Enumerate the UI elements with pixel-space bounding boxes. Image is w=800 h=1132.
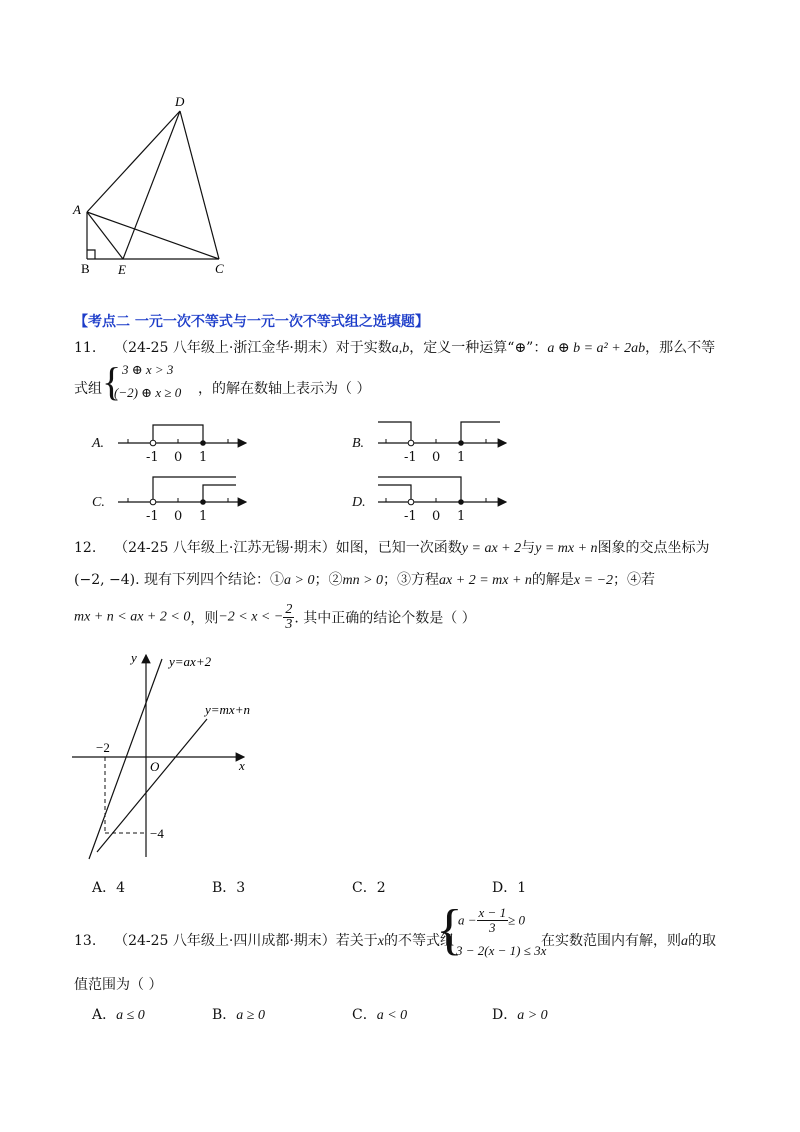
brace-icon: { [102,359,122,404]
q12-point: (−2, −4) [74,572,136,588]
q12-number: 12. [74,540,97,556]
q11-vars: a,b [391,341,410,356]
tick-label: -1 [404,450,417,465]
q12-text: 图象的交点坐标为 [597,540,710,556]
q12-text: . 其中正确的结论个数是（ ） [294,610,476,627]
option-b-label[interactable]: B. [352,436,365,451]
q12-c4a: −2 < x < − [218,609,284,625]
q13-option-a[interactable]: A．a ≤ 0 [92,1007,145,1023]
tick-label: -1 [146,450,159,465]
point-label-a: A [73,202,81,217]
q12-c2: mn > 0 [342,573,384,588]
tick-label: 1 [457,509,466,524]
q13-text: 的取 [688,933,716,949]
q12-c1: a > 0 [284,573,315,588]
tick-label-x: −2 [96,740,110,755]
point-label-d: D [175,94,185,109]
q11-source: （24-25 八年级上·浙江金华·期末） [114,340,336,356]
option-d-label[interactable]: D. [352,495,366,510]
q12-option-b[interactable]: B．3 [212,880,246,896]
tick-label: 0 [432,509,441,524]
q13-var2: a [681,934,688,949]
q11-text: ，定义一种运算“⊕”： [409,340,548,356]
brace-icon: { [436,899,463,961]
q11-text: 对于实数 [335,340,392,356]
tick-label: 0 [174,450,183,465]
point-label-e: E [118,262,126,277]
line1-label: y=ax+2 [169,654,212,669]
q11-number: 11. [74,340,97,356]
q12-text: 如图，已知一次函数 [335,540,462,556]
q12-text: ；④若 [613,572,656,588]
q12-c3b: x = −2 [573,573,614,588]
q11-ineq1: 3 ⊕ x > 3 [122,362,174,377]
q11-ineq2: (−2) ⊕ x ≥ 0 [114,385,182,400]
option-c-label[interactable]: C. [92,495,105,510]
q12-f2: y = mx + n [535,541,598,556]
q12-option-a[interactable]: A．4 [92,880,126,896]
tick-label: -1 [146,509,159,524]
q12-option-d[interactable]: D．1 [492,880,527,896]
q12-c3: ax + 2 = mx + n [439,573,532,588]
point-label-c: C [215,261,224,276]
section-title: 【考点二 一元一次不等式与一元一次不等式组之选填题】 [74,314,429,330]
q12-c4: mx + n < ax + 2 < 0 [74,609,191,625]
tick-label: -1 [404,509,417,524]
origin-label: O [150,759,160,774]
q13-line1b [541,930,716,950]
q12-option-c[interactable]: C．2 [352,880,386,896]
q12-f1: y = ax + 2 [461,541,522,556]
q12-text: ；② [314,572,343,588]
q13-text5: 值范围为（ ） [74,977,163,993]
q11-text5: ，的解在数轴上表示为（ ） [198,381,371,397]
q12-text: ；③方程 [383,572,440,588]
tick-label: 1 [457,450,466,465]
q13-source: （24-25 八年级上·四川成都·期末） [114,933,336,949]
q13-ineq1: a − $\frac{x - 1}{3}$ ≥ 0 [458,905,525,935]
q11-text4: 式组 [74,381,102,397]
q11-text: ，那么不等 [645,340,716,356]
q13-option-d[interactable]: D．a > 0 [492,1007,548,1023]
q13-text: 在实数范围内有解，则 [541,933,681,949]
q13-var: x [377,934,385,949]
q13-option-b[interactable]: B．a ≥ 0 [212,1007,265,1023]
tick-label: 0 [174,509,183,524]
option-a-label[interactable]: A. [92,436,105,451]
q13-text: 的不等式组 [384,933,455,949]
q11-definition: a ⊕ b = a² + 2ab [547,341,646,356]
fraction: $\frac{2}{3}$ [285,602,293,632]
tick-label: 0 [432,450,441,465]
tick-label: 1 [199,509,208,524]
q12-text: 的解是 [531,572,574,588]
q12-text: 与 [521,540,536,556]
q13-option-c[interactable]: C．a < 0 [352,1007,408,1023]
q13-line1 [74,930,454,950]
line2-label: y=mx+n [205,702,250,717]
tick-label-y: −4 [150,826,164,841]
y-axis-label: y [131,650,137,665]
q12-source: （24-25 八年级上·江苏无锡·期末） [114,540,336,556]
q13-number: 13. [74,933,97,949]
point-label-b: B [81,261,90,276]
q12-text: ，则 [190,610,219,627]
x-axis-label: x [239,758,245,773]
q13-text: 若关于 [335,933,378,949]
q12-text: . 现有下列四个结论：① [135,572,285,588]
q13-ineq2: 3 − 2(x − 1) ≤ 3x [456,943,547,958]
tick-label: 1 [199,450,208,465]
